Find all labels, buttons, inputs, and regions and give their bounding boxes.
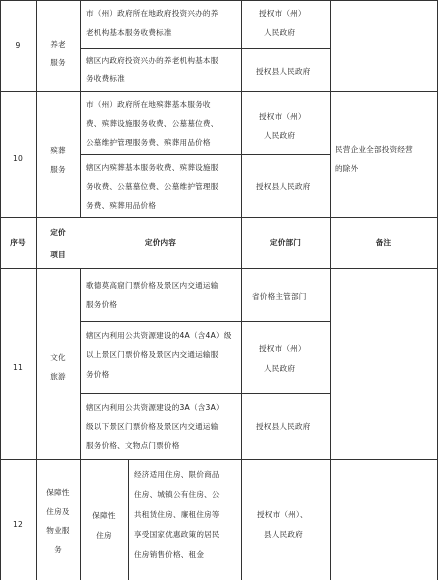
row-divider bbox=[0, 91, 438, 92]
pricing-content: 级以下景区门票价格及景区内交通运输 bbox=[86, 422, 219, 431]
pricing-content: 共租赁住房、廉租住房等 bbox=[134, 510, 220, 519]
col-divider bbox=[80, 0, 81, 218]
pricing-content: 务费、殡葬用品价格 bbox=[86, 201, 157, 210]
pricing-content: 市（州）政府所在地政府投资兴办的养 bbox=[86, 9, 219, 18]
pricing-content: 务收费、公墓墓位费、公墓维护管理服 bbox=[86, 182, 219, 191]
pricing-dept: 授权市（州）、 bbox=[257, 510, 308, 519]
item-name: 殡葬 bbox=[50, 146, 66, 155]
pricing-content: 服务价格、文物点门票价格 bbox=[86, 441, 180, 450]
item-name: 服务 bbox=[50, 58, 66, 67]
row-number: 11 bbox=[12, 363, 24, 372]
pricing-content: 务价格 bbox=[86, 370, 110, 379]
row-divider bbox=[80, 321, 330, 322]
item-name: 保障性 bbox=[46, 488, 70, 497]
table-border-left bbox=[0, 0, 1, 580]
pricing-dept: 人民政府 bbox=[264, 131, 296, 140]
pricing-dept: 授权县人民政府 bbox=[256, 67, 311, 76]
pricing-dept: 授权市（州） bbox=[259, 344, 306, 353]
item-name: 文化 bbox=[50, 353, 66, 362]
col-divider bbox=[330, 0, 331, 580]
col-divider bbox=[241, 0, 242, 580]
pricing-content: 务收费标准 bbox=[86, 74, 125, 83]
remark: 民营企业全部投资经营 bbox=[335, 145, 413, 154]
row-divider bbox=[80, 393, 330, 394]
pricing-content: 服务价格 bbox=[86, 300, 118, 309]
row-number: 10 bbox=[12, 154, 24, 163]
row-divider bbox=[0, 459, 438, 460]
pricing-content: 辖区内利用公共资源建设的4A（含4A）级 bbox=[86, 331, 232, 340]
row-divider bbox=[0, 217, 438, 218]
pricing-dept: 授权县人民政府 bbox=[256, 182, 311, 191]
item-name: 养老 bbox=[50, 40, 66, 49]
pricing-content: 公墓维护管理服务费、殡葬用品价格 bbox=[86, 138, 211, 147]
pricing-content: 经济适用住房、限价商品 bbox=[134, 470, 220, 479]
item-name: 旅游 bbox=[50, 372, 66, 381]
row-number: 9 bbox=[15, 41, 21, 50]
pricing-content: 住房销售价格、租金 bbox=[134, 550, 205, 559]
sub-item-name: 保障性 bbox=[92, 511, 116, 520]
item-name: 务 bbox=[54, 545, 62, 554]
item-name: 物业服 bbox=[46, 526, 70, 535]
pricing-dept: 授权市（州） bbox=[259, 112, 306, 121]
pricing-content: 辖区内利用公共资源建设的3A（含3A） bbox=[86, 403, 224, 412]
row-number: 12 bbox=[12, 520, 24, 529]
pricing-dept: 人民政府 bbox=[264, 28, 296, 37]
pricing-content: 辖区内殡葬基本服务收费、殡葬设施服 bbox=[86, 163, 219, 172]
header-item: 项目 bbox=[50, 250, 66, 259]
header-item: 定价 bbox=[50, 228, 66, 237]
pricing-content: 市（州）政府所在地殡葬基本服务收 bbox=[86, 100, 211, 109]
pricing-content: 以上景区门票价格及景区内交通运输服 bbox=[86, 350, 219, 359]
item-name: 住房及 bbox=[46, 507, 70, 516]
header-content: 定价内容 bbox=[144, 238, 177, 247]
pricing-content: 费、殡葬设施服务收费、公墓墓位费、 bbox=[86, 119, 219, 128]
pricing-content: 歌德莫高窟门票价格及景区内交通运输 bbox=[86, 281, 219, 290]
pricing-dept: 授权市（州） bbox=[259, 9, 306, 18]
item-name: 服务 bbox=[50, 165, 66, 174]
pricing-dept: 授权县人民政府 bbox=[256, 422, 311, 431]
row-divider bbox=[80, 154, 330, 155]
header-remark: 备注 bbox=[375, 238, 392, 247]
pricing-dept: 县人民政府 bbox=[264, 530, 303, 539]
pricing-dept: 人民政府 bbox=[264, 364, 296, 373]
pricing-content: 住房、城镇公有住房、公 bbox=[134, 490, 220, 499]
table-border-top bbox=[0, 0, 438, 1]
sub-item-name: 住房 bbox=[96, 531, 112, 540]
remark: 的除外 bbox=[335, 164, 359, 173]
pricing-dept: 省价格主管部门 bbox=[252, 292, 307, 301]
row-divider bbox=[80, 48, 330, 49]
pricing-content: 辖区内政府投资兴办的养老机构基本服 bbox=[86, 56, 219, 65]
row-divider bbox=[0, 268, 438, 269]
pricing-content: 老机构基本服务收费标准 bbox=[86, 28, 172, 37]
header-dept: 定价部门 bbox=[269, 238, 302, 247]
header-number: 序号 bbox=[10, 238, 26, 247]
col-divider bbox=[128, 459, 129, 580]
pricing-content: 享受国家优惠政策的居民 bbox=[134, 530, 220, 539]
